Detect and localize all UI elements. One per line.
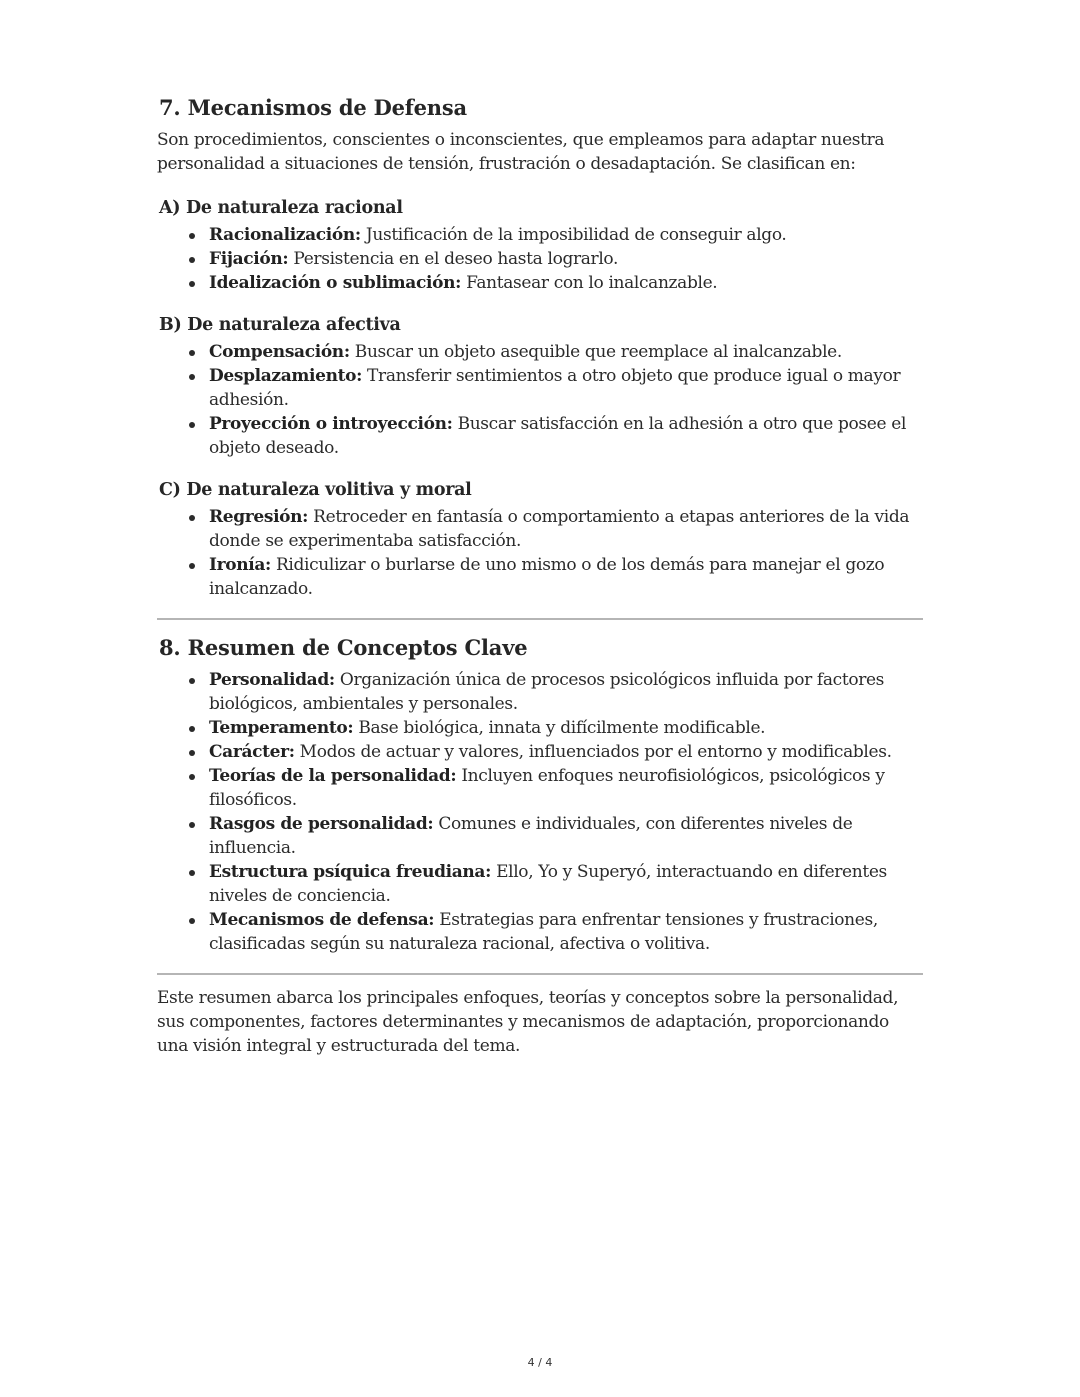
- term: Carácter:: [209, 742, 295, 762]
- document-page: [157, 92, 923, 1058]
- list-item: [209, 716, 923, 740]
- definition: Fantasear con lo inalcanzable.: [461, 273, 718, 293]
- term: Proyección o introyección:: [209, 414, 453, 434]
- section-defense-mechanisms: [157, 92, 923, 601]
- definition: Buscar satisfacción en la adhesión a otro que posee el objeto deseado.: [209, 414, 907, 458]
- conclusion-paragraph: Este resumen abarca los principales enfoques, teorías y conceptos sobre la personalidad, sus componentes, factores determinantes y mecanismos de adaptación, proporcionando una visión integral y estructurada del tema.: [157, 988, 899, 1056]
- subsection-affective: [157, 312, 923, 460]
- affective-mechanisms-list: [157, 340, 923, 460]
- term: Desplazamiento:: [209, 366, 362, 386]
- list-item: [209, 740, 923, 764]
- term: Regresión:: [209, 507, 309, 527]
- definition: Buscar un objeto asequible que reemplace al inalcanzable.: [349, 342, 842, 362]
- list-item: [209, 340, 923, 364]
- list-item: [209, 860, 923, 908]
- section-divider: [157, 618, 923, 620]
- subsection-b-heading: B) De naturaleza afectiva: [159, 315, 401, 335]
- definition: Retroceder en fantasía o comportamiento a etapas anteriores de la vida donde se experimentaba satisfacción.: [209, 507, 910, 551]
- section-7-heading: 7. Mecanismos de Defensa: [159, 95, 467, 120]
- definition: Base biológica, innata y difícilmente modificable.: [353, 718, 766, 738]
- page-number: 4 / 4: [527, 1356, 553, 1369]
- subsection-a-heading: A) De naturaleza racional: [159, 198, 403, 218]
- definition: Estrategias para enfrentar tensiones y frustraciones, clasificadas según su naturaleza racional, afectiva o volitiva.: [209, 910, 878, 954]
- volitive-mechanisms-list: [157, 505, 923, 601]
- term: Temperamento:: [209, 718, 354, 738]
- definition: Ello, Yo y Superyó, interactuando en diferentes niveles de conciencia.: [209, 862, 887, 906]
- term: Estructura psíquica freudiana:: [209, 862, 492, 882]
- list-item: [209, 812, 923, 860]
- rational-mechanisms-list: [157, 223, 923, 295]
- list-item: [209, 553, 923, 601]
- list-item: [209, 364, 923, 412]
- subsection-rational: [157, 195, 923, 295]
- section-divider: [157, 973, 923, 975]
- subsection-volitive-moral: [157, 477, 923, 601]
- subsection-c-heading: C) De naturaleza volitiva y moral: [159, 480, 472, 500]
- term: Racionalización:: [209, 225, 361, 245]
- list-item: [209, 505, 923, 553]
- term: Personalidad:: [209, 670, 335, 690]
- definition: Ridiculizar o burlarse de uno mismo o de los demás para manejar el gozo inalcanzado.: [209, 555, 885, 599]
- list-item: [209, 908, 923, 956]
- definition: Comunes e individuales, con diferentes niveles de influencia.: [209, 814, 853, 858]
- list-item: [209, 247, 923, 271]
- term: Idealización o sublimación:: [209, 273, 462, 293]
- key-concepts-list: [157, 668, 923, 956]
- list-item: [209, 764, 923, 812]
- section-8-heading: 8. Resumen de Conceptos Clave: [159, 635, 528, 660]
- definition: Transferir sentimientos a otro objeto que produce igual o mayor adhesión.: [209, 366, 901, 410]
- list-item: [209, 668, 923, 716]
- section-key-concepts: [157, 632, 923, 956]
- definition: Persistencia en el deseo hasta lograrlo.: [288, 249, 619, 269]
- term: Ironía:: [209, 555, 271, 575]
- definition: Justificación de la imposibilidad de conseguir algo.: [360, 225, 787, 245]
- definition: Incluyen enfoques neurofisiológicos, psicológicos y filosóficos.: [209, 766, 885, 810]
- definition: Modos de actuar y valores, influenciados por el entorno y modificables.: [294, 742, 892, 762]
- term: Mecanismos de defensa:: [209, 910, 435, 930]
- definition: Organización única de procesos psicológicos influida por factores biológicos, ambientales y personales.: [209, 670, 885, 714]
- term: Rasgos de personalidad:: [209, 814, 434, 834]
- section-7-intro: Son procedimientos, conscientes o inconscientes, que empleamos para adaptar nuestra personalidad a situaciones de tensión, frustración o desadaptación. Se clasifican en:: [157, 130, 885, 174]
- term: Compensación:: [209, 342, 350, 362]
- term: Fijación:: [209, 249, 289, 269]
- list-item: [209, 223, 923, 247]
- list-item: [209, 271, 923, 295]
- term: Teorías de la personalidad:: [209, 766, 457, 786]
- list-item: [209, 412, 923, 460]
